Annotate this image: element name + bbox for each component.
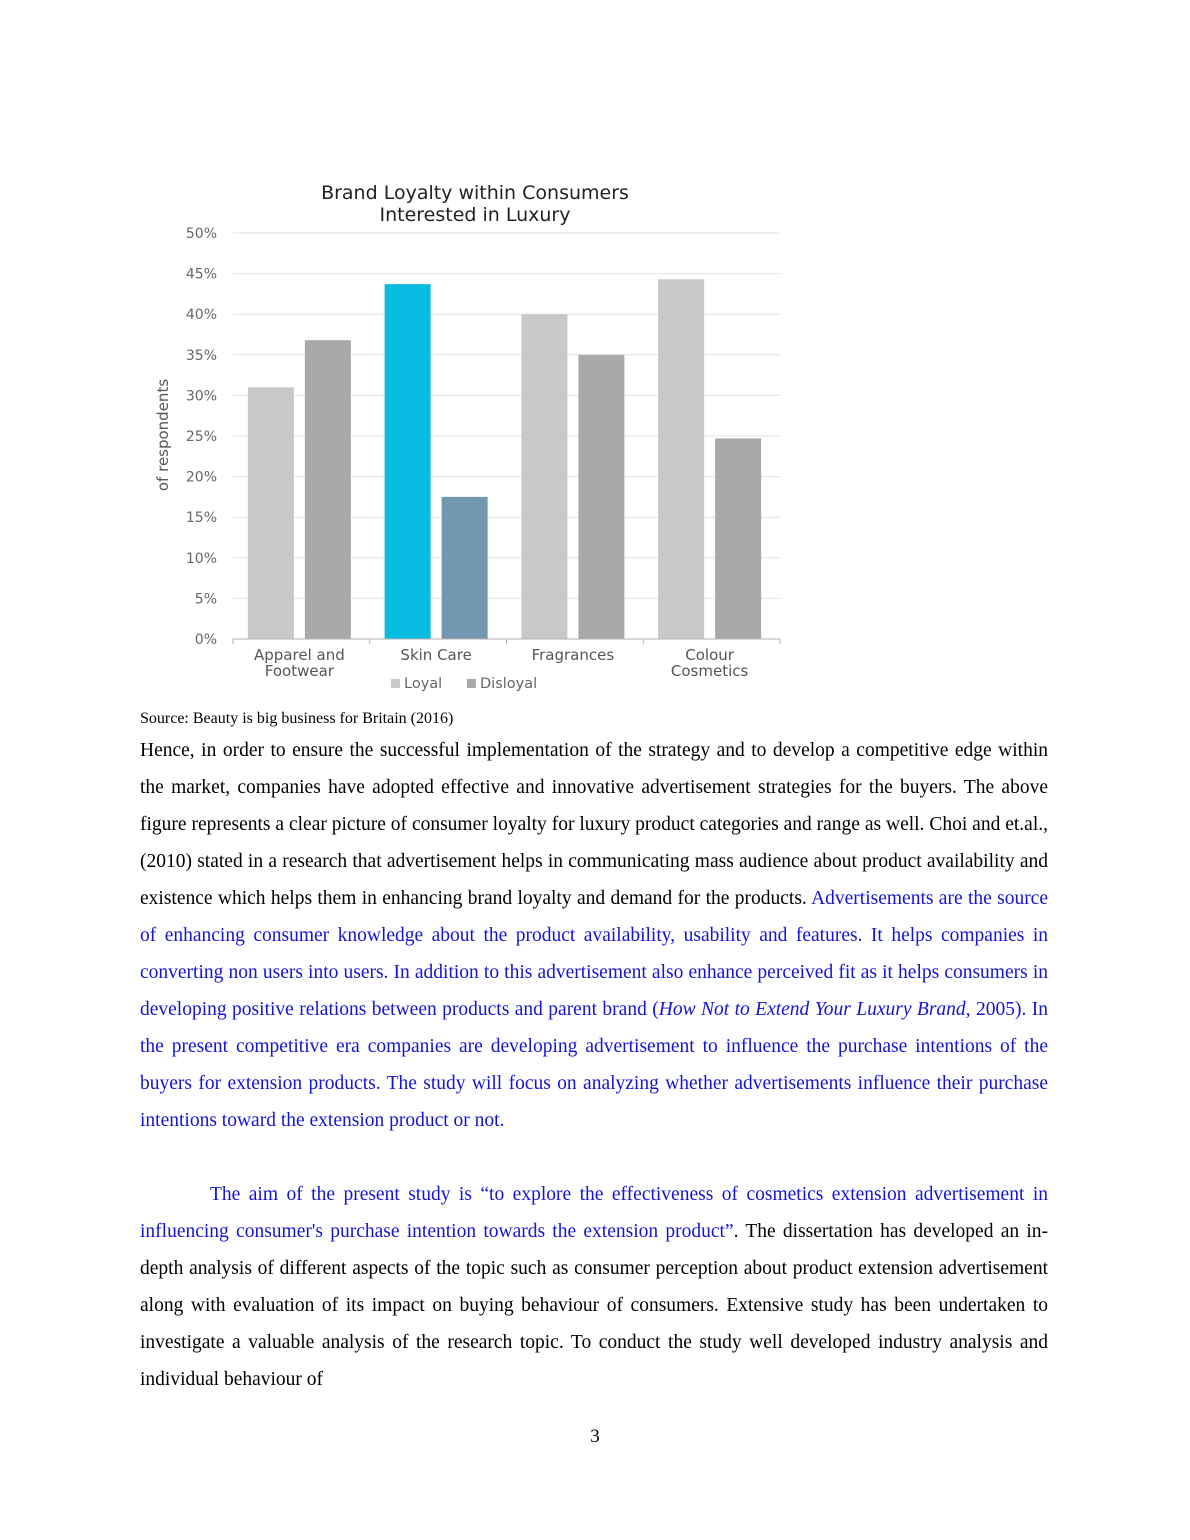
figure-source-caption: Source: Beauty is big business for Britain (2016)	[140, 710, 454, 727]
paragraph-1-citation-title: How Not to Extend Your Luxury Brand,	[658, 999, 971, 1020]
chart-title-line-1: Brand Loyalty within Consumers	[321, 182, 629, 204]
bar-disloyal-1	[442, 497, 488, 639]
paragraph-2-black-text: . The dissertation has developed an in-depth analysis of different aspects of the topic such as consumer perception about product extension advertisement along with evaluation of its impact on buying behaviour of consumers. Extensive study has been undertaken to investigate a valuable analysis of the research topic. To conduct the study well developed industry analysis and individual behaviour of	[140, 1221, 1049, 1390]
legend-label-loyal: Loyal	[404, 676, 443, 692]
bar-loyal-0	[248, 387, 294, 639]
bar-loyal-1	[385, 284, 431, 639]
legend-swatch-loyal	[391, 679, 400, 688]
y-tick-label: 40%	[185, 307, 217, 324]
y-tick-label: 25%	[185, 429, 217, 445]
y-tick-label: 50%	[185, 226, 217, 242]
y-tick-label: 20%	[185, 469, 217, 486]
bar-loyal-3	[658, 279, 704, 639]
y-tick-label: 15%	[185, 510, 217, 527]
x-tick-label: Skin Care	[400, 646, 472, 664]
x-tick-label: Cosmetics	[670, 662, 749, 680]
chart-legend	[391, 676, 537, 692]
x-tick-label: Fragrances	[531, 646, 615, 664]
y-tick-label: 35%	[185, 347, 217, 364]
page-number: 3	[590, 1426, 600, 1447]
y-tick-label: 10%	[185, 550, 217, 567]
bar-disloyal-3	[715, 438, 761, 639]
legend-swatch-disloyal	[467, 679, 476, 688]
paragraph-1-blue-text: Advertisements are the source of enhancing consumer knowledge about the product availability, usability and features. It helps companies in converting non users into users. In addition to this advertisement also enhance perceived fit as it helps consumers in developing positive relations between products and parent brand (	[140, 888, 1048, 1020]
chart-bars	[248, 279, 761, 639]
y-tick-label: 0%	[194, 632, 217, 648]
chart-title-line-2: Interested in Luxury	[379, 204, 571, 226]
paragraph-1-blue-text-end: 2005). In the present competitive era companies are developing advertisement to influence the purchase intentions of the buyers for extension products. The study will focus on analyzing whether advertisements influence their purchase intentions toward the extension product or not.	[140, 999, 1048, 1131]
chart-x-ticks	[233, 639, 780, 680]
x-tick-label: Colour	[685, 646, 734, 664]
y-axis-label: of respondents	[154, 378, 172, 492]
bar-disloyal-2	[578, 355, 624, 639]
y-tick-label: 5%	[194, 591, 217, 608]
paragraph-2-aim-statement: The aim of the present study is “to explore the effectiveness of cosmetics extension advertisement in influencing consumer's purchase intention towards the extension product”	[140, 1184, 1048, 1242]
legend-label-disloyal: Disloyal	[480, 676, 538, 692]
paragraph-1-black-text: Hence, in order to ensure the successful implementation of the strategy and to develop a competitive edge within the market, companies have adopted effective and innovative advertisement strategies for the buyers. The above figure represents a clear picture of consumer loyalty for luxury product categories and range as well. Choi and et.al., (2010) stated in a research that advertisement helps in communicating mass audience about product availability and existence which helps them in enhancing brand loyalty and demand for the products.	[140, 740, 1048, 909]
chart-y-ticks	[186, 226, 217, 648]
bar-loyal-2	[521, 314, 567, 639]
x-tick-label: Apparel and	[254, 646, 345, 664]
bar-disloyal-0	[305, 340, 351, 639]
y-tick-label: 45%	[185, 266, 217, 283]
body-paragraph-2	[140, 1176, 1048, 1398]
body-paragraph-1	[140, 732, 1048, 1139]
brand-loyalty-chart	[140, 170, 800, 700]
y-tick-label: 30%	[185, 388, 217, 405]
x-tick-label: Footwear	[264, 662, 334, 680]
